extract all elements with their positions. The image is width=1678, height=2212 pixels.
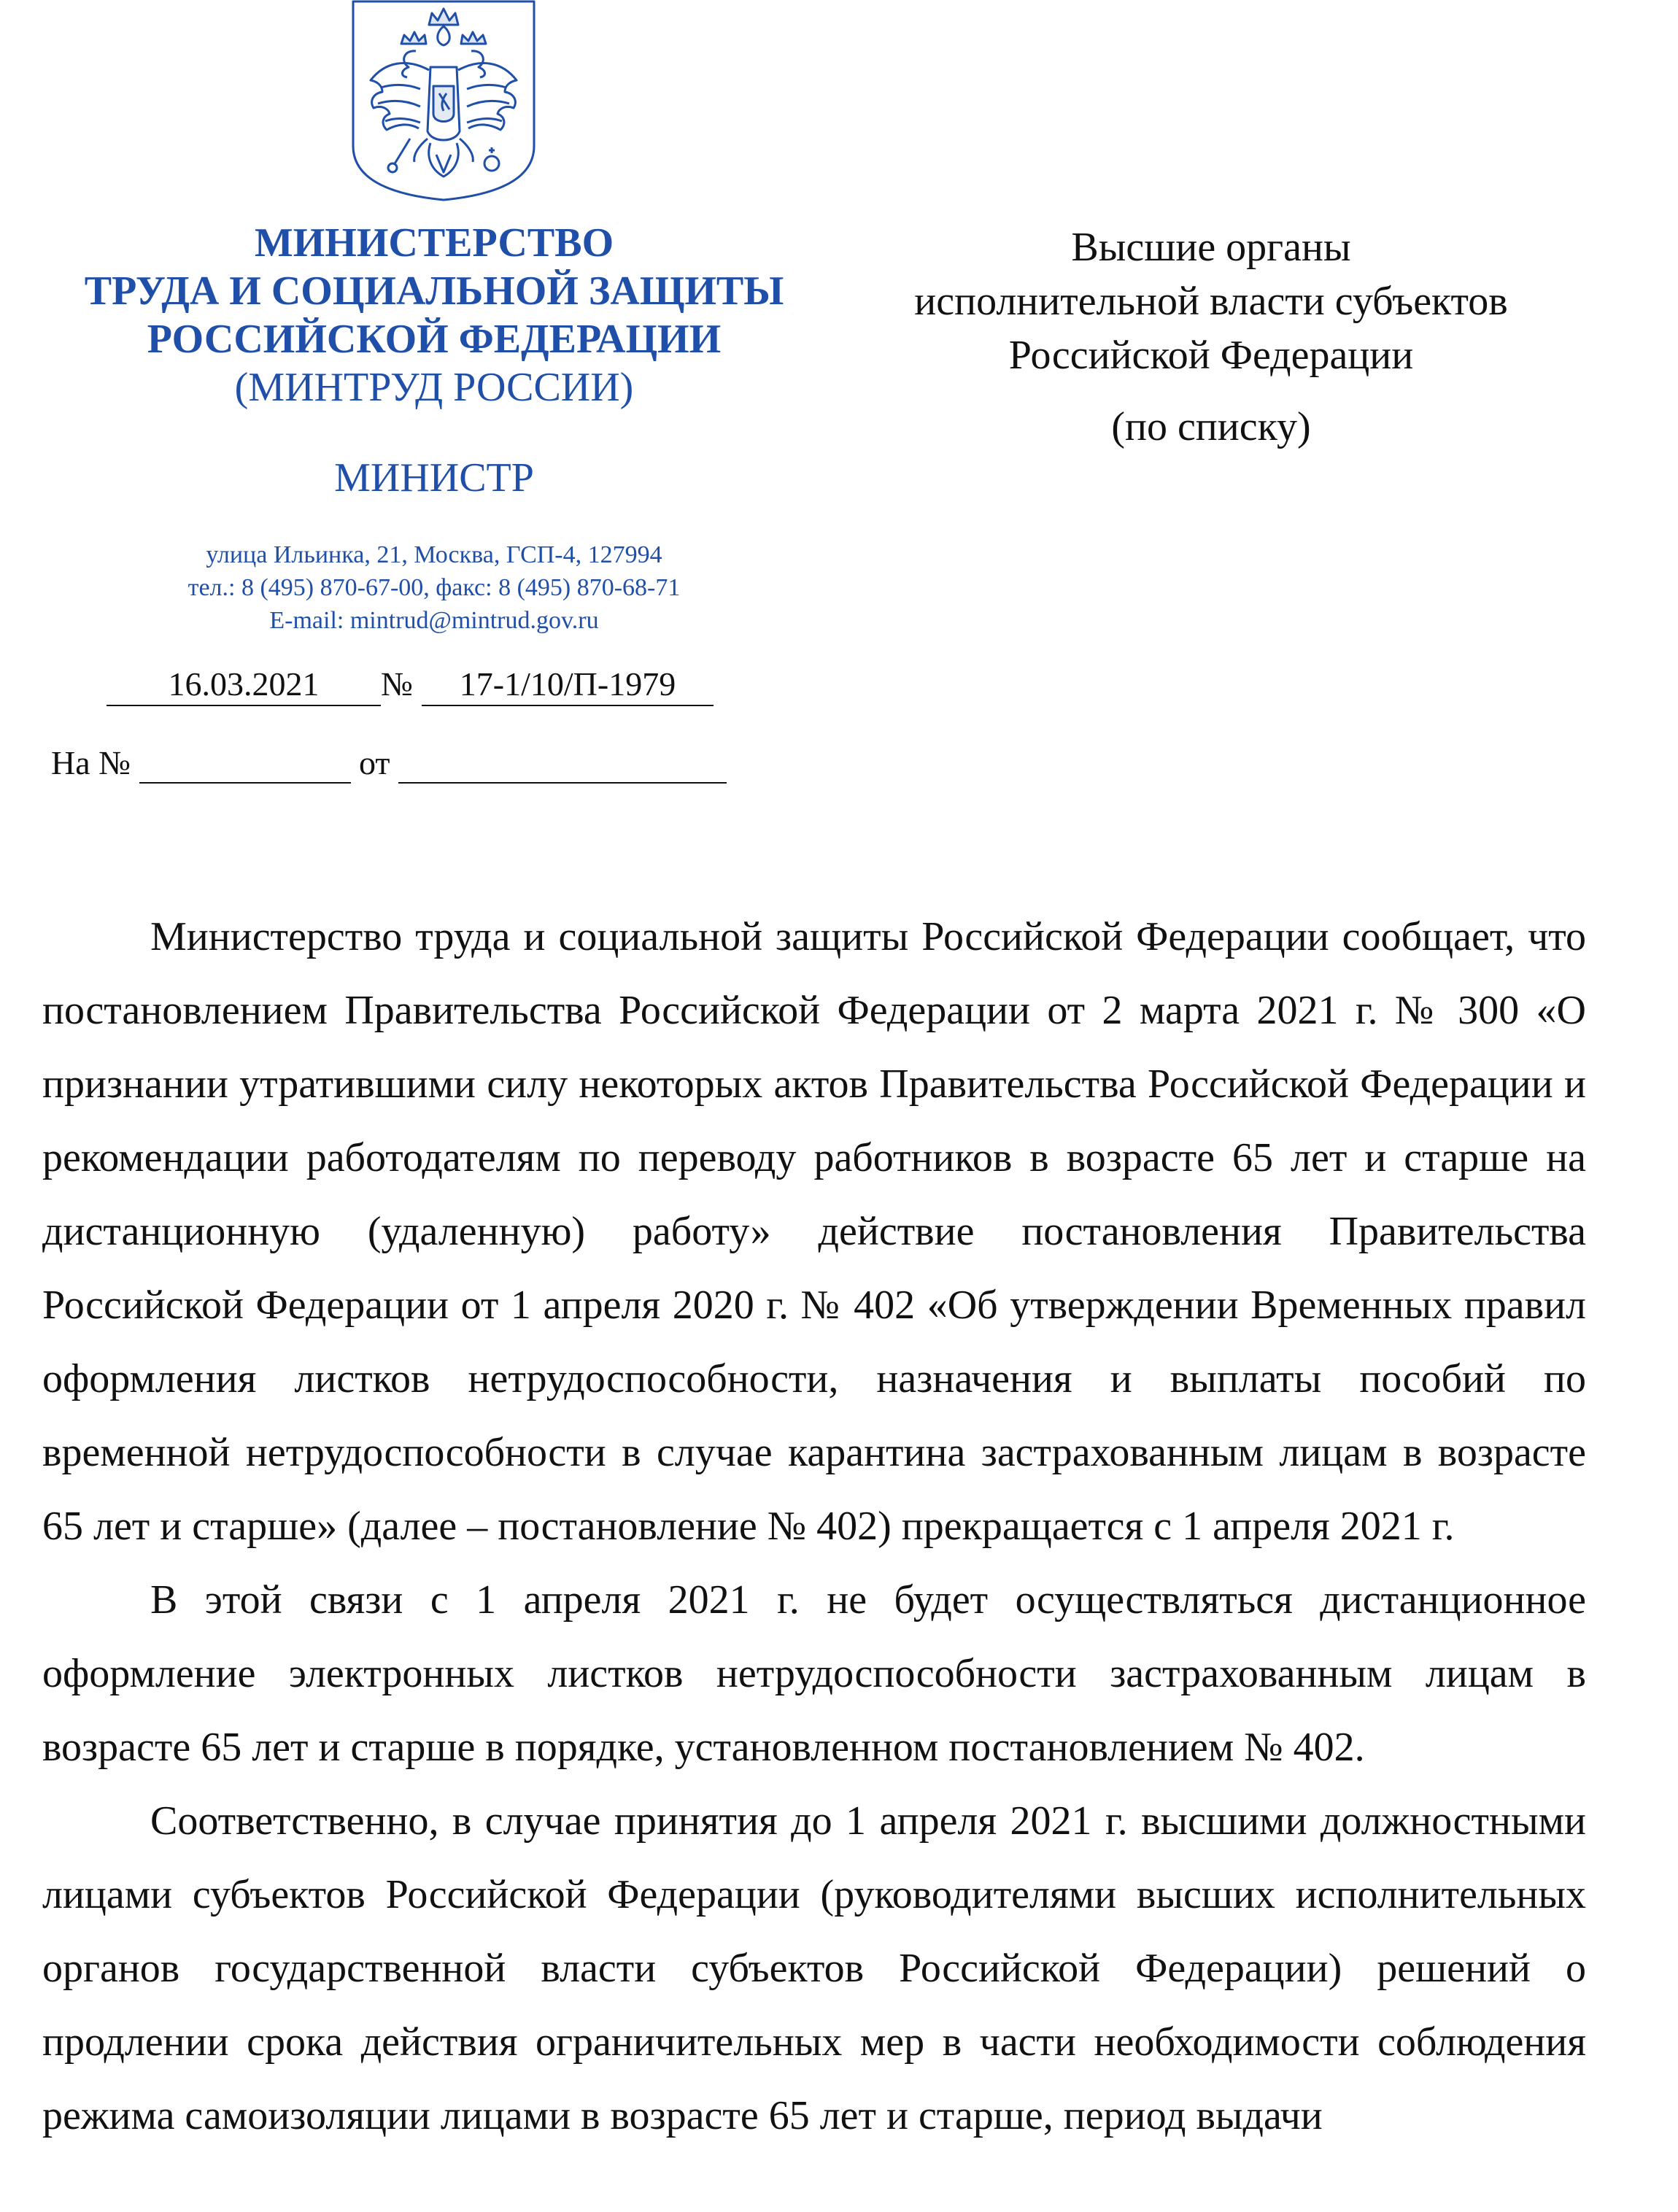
address-line: улица Ильинка, 21, Москва, ГСП-4, 127994 [206,541,662,568]
addressee-block [854,220,1569,454]
registration-line [107,664,714,706]
addressee-line-1: Высшие органы [1071,225,1351,270]
ministry-name-line-3: РОССИЙСКОЙ ФЕДЕРАЦИИ [147,317,722,362]
ministry-name-line-2: ТРУДА И СОЦИАЛЬНОЙ ЗАЩИТЫ [84,268,784,314]
addressee-note: (по списку) [1111,404,1311,449]
addressee-line-2: исполнительной власти субъектов [914,279,1508,324]
letter-body [42,900,1586,2153]
registration-number-label: № [381,665,413,703]
body-paragraph-3: Соответственно, в случае принятия до 1 апреля 2021 г. высшими должностными лицами субъектов Российской Федерации (руководителями высших исполнительных органов государственной власти субъектов Российской Федерации) решений о продлении срока действия ограничительных мер в части необходимости соблюдения режима самоизоляции лицами в возрасте 65 лет и старше, период выдачи [42,1798,1586,2138]
registration-number: 17-1/10/П-1979 [422,664,714,706]
ministry-name-line-1: МИНИСТЕРСТВО [254,220,614,266]
reference-date-blank [398,750,727,784]
registration-date: 16.03.2021 [107,664,381,706]
addressee-line-3: Российской Федерации [1008,333,1414,378]
coat-of-arms-icon [349,0,538,201]
reference-date-label: от [359,744,390,781]
email-line: E-mail: mintrud@mintrud.gov.ru [269,607,599,634]
phone-line: тел.: 8 (495) 870-67-00, факс: 8 (495) 870-68-71 [187,574,681,601]
body-paragraph-2: В этой связи с 1 апреля 2021 г. не будет осуществляться дистанционное оформление электронных листков нетрудоспособности застрахованным лицам в возрасте 65 лет и старше в порядке, установленном постановлением № 402. [42,1577,1586,1770]
reference-number-blank [139,750,351,784]
ministry-header [44,219,824,637]
minister-title: МИНИСТР [334,455,534,500]
contact-details [44,538,824,637]
body-paragraph-1: Министерство труда и социальной защиты Российской Федерации сообщает, что постановлением Правительства Российской Федерации от 2 марта 2021 г. № 300 «О признании утратившими силу некоторых актов Правительства Российской Федерации и рекомендации работодателям по переводу работников в возрасте 65 лет и старше на дистанционную (удаленную) работу» действие постановления Правительства Российской Федерации от 1 апреля 2020 г. № 402 «Об утверждении Временных правил оформления листков нетрудоспособности, назначения и выплаты пособий по временной нетрудоспособности в случае карантина застрахованным лицам в возрасте 65 лет и старше» (далее – постановление № 402) прекращается с 1 апреля 2021 г. [42,914,1586,1549]
reference-line [51,743,727,784]
ministry-short-name: (МИНТРУД РОССИИ) [234,365,634,410]
reference-number-label: На № [51,744,131,781]
